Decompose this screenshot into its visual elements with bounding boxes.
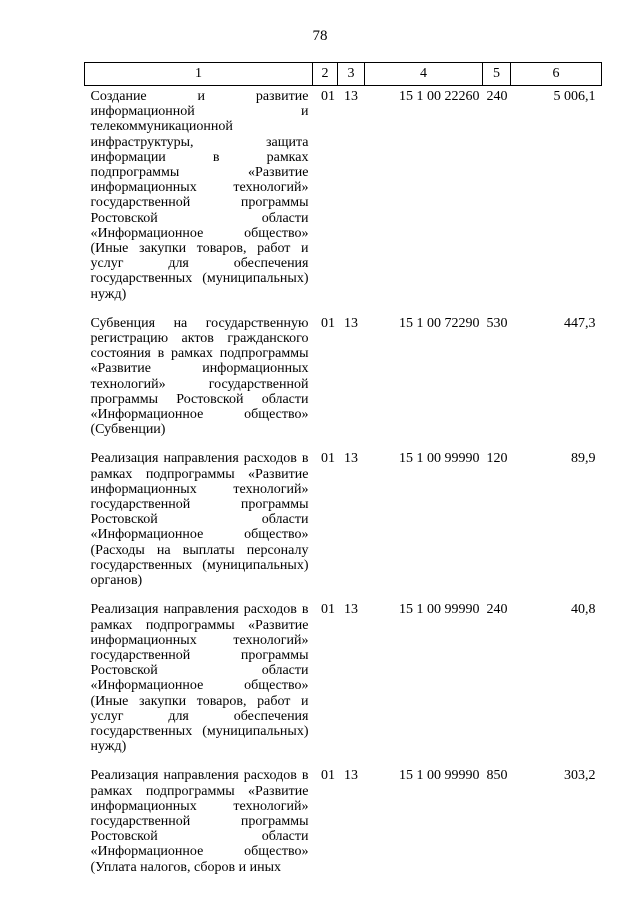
header-col-1: 1 bbox=[85, 63, 313, 86]
expense-name: Реализация направления расходов в рамках подпрограммы «Развитие информационных технологий» государственной программы Ростовской области «Информационное общество» (Расходы на выплаты персоналу государственных (муниципальных) органов) bbox=[90, 451, 309, 589]
section-code: 01 bbox=[321, 315, 335, 331]
header-col-6: 6 bbox=[511, 63, 602, 86]
table-row bbox=[85, 768, 602, 888]
expense-kind-code: 530 bbox=[486, 315, 508, 331]
table-header-row bbox=[85, 63, 602, 86]
target-code: 15 1 00 22260 bbox=[399, 89, 480, 104]
subsection-code: 13 bbox=[344, 451, 358, 467]
target-code: 15 1 00 99990 bbox=[399, 602, 480, 618]
table-row bbox=[85, 602, 602, 768]
header-col-5: 5 bbox=[483, 63, 511, 86]
table-row bbox=[85, 316, 602, 452]
amount: 89,9 bbox=[571, 451, 596, 467]
expense-kind-code: 240 bbox=[486, 89, 508, 104]
section-code: 01 bbox=[321, 768, 335, 784]
expense-name: Реализация направления расходов в рамках подпрограммы «Развитие информационных технологий» государственной программы Ростовской области «Информационное общество» (Уплата налогов, сборов и иных bbox=[90, 768, 309, 875]
section-code: 01 bbox=[321, 451, 335, 467]
expense-kind-code: 850 bbox=[486, 768, 508, 784]
section-code: 01 bbox=[321, 602, 335, 618]
amount: 303,2 bbox=[564, 768, 596, 784]
expense-name: Реализация направления расходов в рамках подпрограммы «Развитие информационных технологий» государственной программы Ростовской области «Информационное общество» (Иные закупки товаров, работ и услуг для обеспечения государственных (муниципальных) нужд) bbox=[90, 602, 309, 755]
amount: 447,3 bbox=[564, 315, 596, 331]
subsection-code: 13 bbox=[344, 602, 358, 618]
amount: 5 006,1 bbox=[553, 89, 596, 104]
budget-table bbox=[84, 62, 602, 889]
expense-name: Создание и развитие информационной и телекоммуникационной инфраструктуры, защита информации в рамках подпрограммы «Развитие информационных технологий» государственной программы Ростовской области «Информационное общество» (Иные закупки товаров, работ и услуг для обеспечения государственных (муниципальных) нужд) bbox=[90, 89, 309, 302]
page-number: 78 bbox=[312, 28, 328, 44]
amount: 40,8 bbox=[571, 602, 596, 618]
expense-name: Субвенция на государственную регистрацию актов гражданского состояния в рамках подпрограммы «Развитие информационных технологий» государственной программы Ростовской области «Информационное общество» (Субвенции) bbox=[90, 315, 309, 438]
table-row bbox=[85, 451, 602, 602]
table-row bbox=[85, 86, 602, 316]
header-col-3: 3 bbox=[338, 63, 365, 86]
expense-kind-code: 240 bbox=[486, 602, 508, 618]
header-col-4: 4 bbox=[365, 63, 483, 86]
target-code: 15 1 00 72290 bbox=[399, 315, 480, 331]
expense-kind-code: 120 bbox=[486, 451, 508, 467]
target-code: 15 1 00 99990 bbox=[399, 451, 480, 467]
section-code: 01 bbox=[321, 89, 335, 104]
target-code: 15 1 00 99990 bbox=[399, 768, 480, 784]
subsection-code: 13 bbox=[344, 768, 358, 784]
header-col-2: 2 bbox=[313, 63, 338, 86]
subsection-code: 13 bbox=[344, 315, 358, 331]
subsection-code: 13 bbox=[344, 89, 358, 104]
